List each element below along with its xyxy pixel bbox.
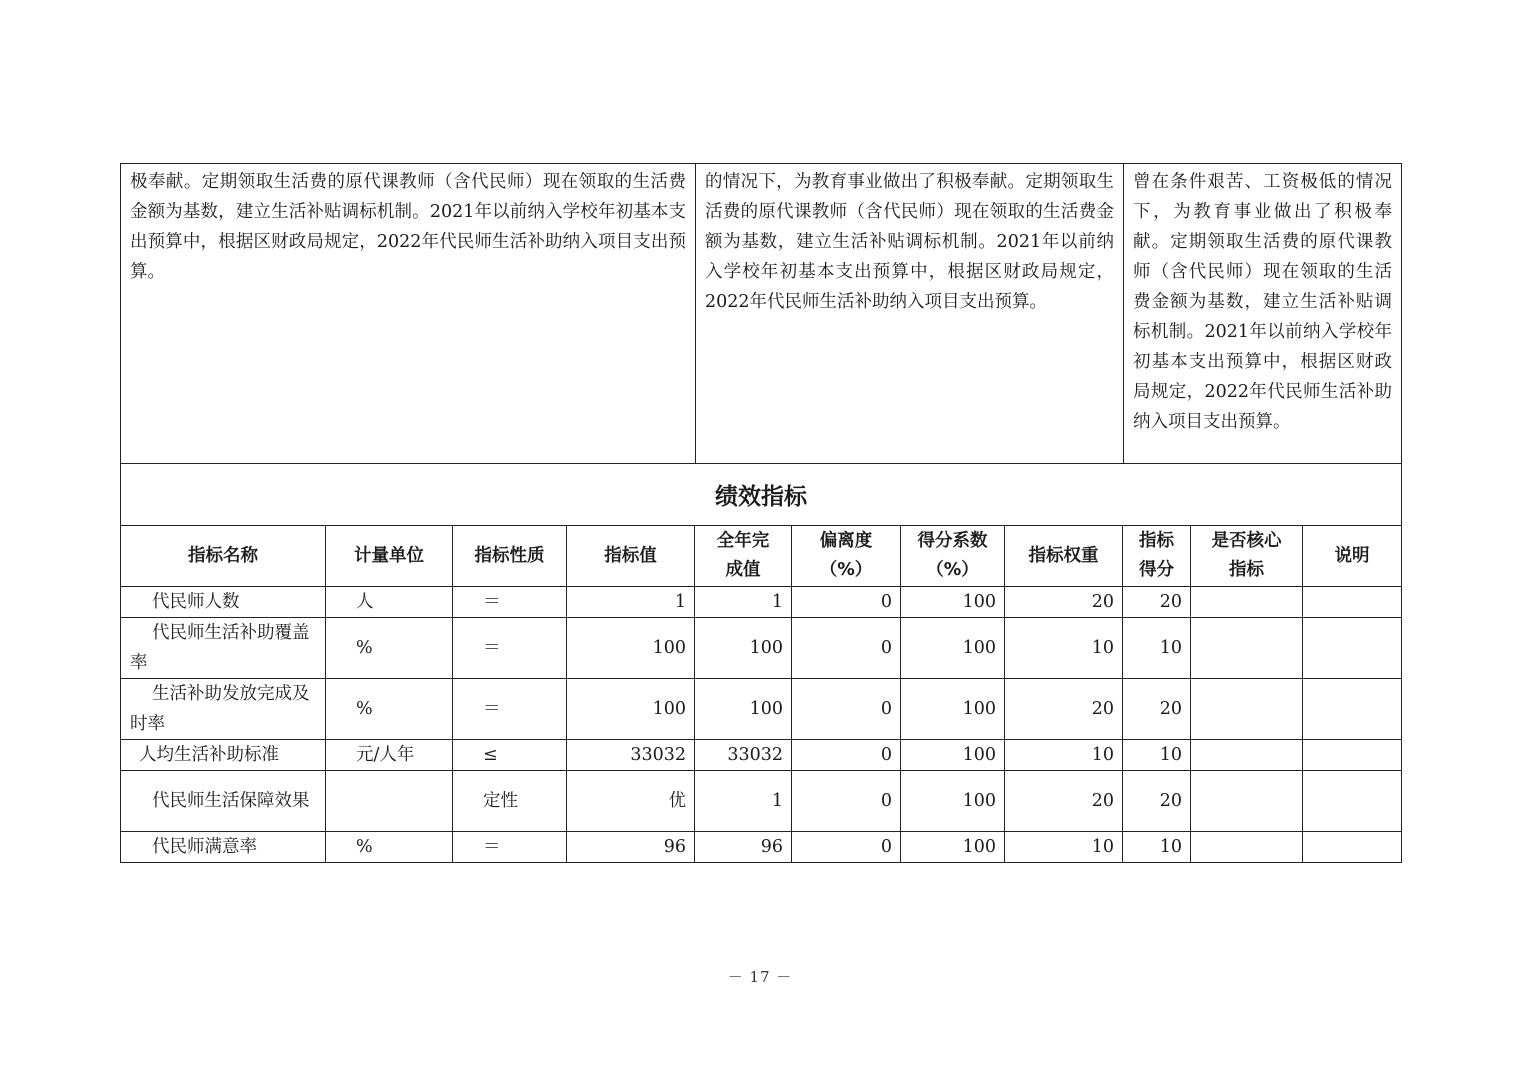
indicator-nature: ＝ bbox=[453, 679, 567, 740]
header-coef-line2: （%） bbox=[926, 560, 979, 580]
indicator-unit: 元/人年 bbox=[326, 740, 453, 771]
header-deviation-line1: 偏离度 bbox=[819, 531, 873, 551]
indicator-nature: ＝ bbox=[453, 587, 567, 618]
indicator-score: 10 bbox=[1123, 740, 1191, 771]
page-number: － 17 － bbox=[727, 968, 793, 986]
indicator-name: 代民师人数 bbox=[121, 587, 326, 618]
header-deviation bbox=[792, 526, 901, 587]
indicator-note bbox=[1303, 679, 1402, 740]
indicator-core bbox=[1191, 587, 1303, 618]
indicator-name: 代民师满意率 bbox=[121, 832, 326, 863]
header-coef-line1: 得分系数 bbox=[917, 531, 988, 551]
indicator-deviation: 0 bbox=[792, 832, 901, 863]
indicator-nature: ＝ bbox=[453, 618, 567, 679]
indicator-core bbox=[1191, 618, 1303, 679]
narrative-table bbox=[120, 163, 1402, 464]
indicator-nature: ＝ bbox=[453, 832, 567, 863]
indicator-weight: 10 bbox=[1005, 618, 1123, 679]
indicator-note bbox=[1303, 771, 1402, 832]
indicator-coef: 100 bbox=[901, 771, 1005, 832]
indicator-deviation: 0 bbox=[792, 679, 901, 740]
indicator-name: 代民师生活补助覆盖率 bbox=[121, 618, 326, 679]
indicator-weight: 20 bbox=[1005, 587, 1123, 618]
table-header-row bbox=[121, 526, 1402, 587]
header-core-line1: 是否核心 bbox=[1211, 531, 1282, 551]
table-row bbox=[121, 740, 1402, 771]
indicator-deviation: 0 bbox=[792, 740, 901, 771]
header-score-line2: 得分 bbox=[1139, 560, 1174, 580]
indicator-score: 10 bbox=[1123, 618, 1191, 679]
indicator-core bbox=[1191, 832, 1303, 863]
header-actual-line2: 成值 bbox=[725, 560, 761, 580]
indicator-value: 33032 bbox=[567, 740, 695, 771]
indicator-core bbox=[1191, 740, 1303, 771]
header-value: 指标值 bbox=[567, 526, 695, 587]
header-core bbox=[1191, 526, 1303, 587]
indicator-actual: 100 bbox=[695, 618, 792, 679]
indicator-value: 1 bbox=[567, 587, 695, 618]
indicator-value: 优 bbox=[567, 771, 695, 832]
indicator-score: 20 bbox=[1123, 771, 1191, 832]
indicator-score: 20 bbox=[1123, 679, 1191, 740]
header-weight: 指标权重 bbox=[1005, 526, 1123, 587]
header-nature: 指标性质 bbox=[453, 526, 567, 587]
indicator-nature: 定性 bbox=[453, 771, 567, 832]
indicator-note bbox=[1303, 587, 1402, 618]
header-name: 指标名称 bbox=[121, 526, 326, 587]
table-row bbox=[121, 679, 1402, 740]
indicator-nature: ≤ bbox=[453, 740, 567, 771]
indicator-value: 100 bbox=[567, 679, 695, 740]
indicator-value: 100 bbox=[567, 618, 695, 679]
performance-indicator-table bbox=[120, 464, 1402, 863]
indicator-deviation: 0 bbox=[792, 618, 901, 679]
header-deviation-line2: （%） bbox=[819, 560, 873, 580]
indicator-unit: % bbox=[326, 832, 453, 863]
indicator-name: 人均生活补助标准 bbox=[121, 740, 326, 771]
indicator-unit bbox=[326, 771, 453, 832]
indicator-name: 代民师生活保障效果 bbox=[121, 771, 326, 832]
header-note: 说明 bbox=[1303, 526, 1402, 587]
indicator-actual: 33032 bbox=[695, 740, 792, 771]
indicator-core bbox=[1191, 679, 1303, 740]
table-row bbox=[121, 618, 1402, 679]
indicator-coef: 100 bbox=[901, 679, 1005, 740]
table-row bbox=[121, 587, 1402, 618]
header-coef bbox=[901, 526, 1005, 587]
indicator-value: 96 bbox=[567, 832, 695, 863]
header-score-line1: 指标 bbox=[1139, 531, 1174, 551]
indicator-actual: 1 bbox=[695, 587, 792, 618]
narrative-cell-2: 的情况下，为教育事业做出了积极奉献。定期领取生活费的原代课教师（含代民师）现在领取的生活费金额为基数，建立生活补贴调标机制。2021年以前纳入学校年初基本支出预算中，根据区财政局规定，2022年代民师生活补助纳入项目支出预算。 bbox=[696, 164, 1124, 464]
header-actual-line1: 全年完 bbox=[716, 531, 770, 551]
indicator-weight: 10 bbox=[1005, 832, 1123, 863]
indicator-actual: 100 bbox=[695, 679, 792, 740]
section-title: 绩效指标 bbox=[121, 464, 1402, 526]
indicator-coef: 100 bbox=[901, 587, 1005, 618]
header-unit: 计量单位 bbox=[326, 526, 453, 587]
indicator-score: 10 bbox=[1123, 832, 1191, 863]
indicator-deviation: 0 bbox=[792, 771, 901, 832]
indicator-note bbox=[1303, 618, 1402, 679]
indicator-unit: % bbox=[326, 618, 453, 679]
document-table-area bbox=[120, 163, 1401, 863]
indicator-core bbox=[1191, 771, 1303, 832]
indicator-deviation: 0 bbox=[792, 587, 901, 618]
narrative-cell-3: 曾在条件艰苦、工资极低的情况下，为教育事业做出了积极奉献。定期领取生活费的原代课教师（含代民师）现在领取的生活费金额为基数，建立生活补贴调标机制。2021年以前纳入学校年初基本支出预算中，根据区财政局规定，2022年代民师生活补助纳入项目支出预算。 bbox=[1124, 164, 1402, 464]
indicator-coef: 100 bbox=[901, 832, 1005, 863]
table-row bbox=[121, 771, 1402, 832]
indicator-unit: 人 bbox=[326, 587, 453, 618]
table-row bbox=[121, 832, 1402, 863]
narrative-row bbox=[121, 164, 1402, 464]
indicator-actual: 96 bbox=[695, 832, 792, 863]
header-score bbox=[1123, 526, 1191, 587]
indicator-weight: 10 bbox=[1005, 740, 1123, 771]
indicator-weight: 20 bbox=[1005, 771, 1123, 832]
indicator-name: 生活补助发放完成及时率 bbox=[121, 679, 326, 740]
indicator-actual: 1 bbox=[695, 771, 792, 832]
indicator-note bbox=[1303, 740, 1402, 771]
indicator-coef: 100 bbox=[901, 618, 1005, 679]
indicator-score: 20 bbox=[1123, 587, 1191, 618]
header-core-line2: 指标 bbox=[1229, 560, 1264, 580]
indicator-weight: 20 bbox=[1005, 679, 1123, 740]
indicator-coef: 100 bbox=[901, 740, 1005, 771]
indicator-unit: % bbox=[326, 679, 453, 740]
narrative-cell-1: 极奉献。定期领取生活费的原代课教师（含代民师）现在领取的生活费金额为基数，建立生活补贴调标机制。2021年以前纳入学校年初基本支出预算中，根据区财政局规定，2022年代民师生活补助纳入项目支出预算。 bbox=[121, 164, 696, 464]
indicator-note bbox=[1303, 832, 1402, 863]
header-actual bbox=[695, 526, 792, 587]
